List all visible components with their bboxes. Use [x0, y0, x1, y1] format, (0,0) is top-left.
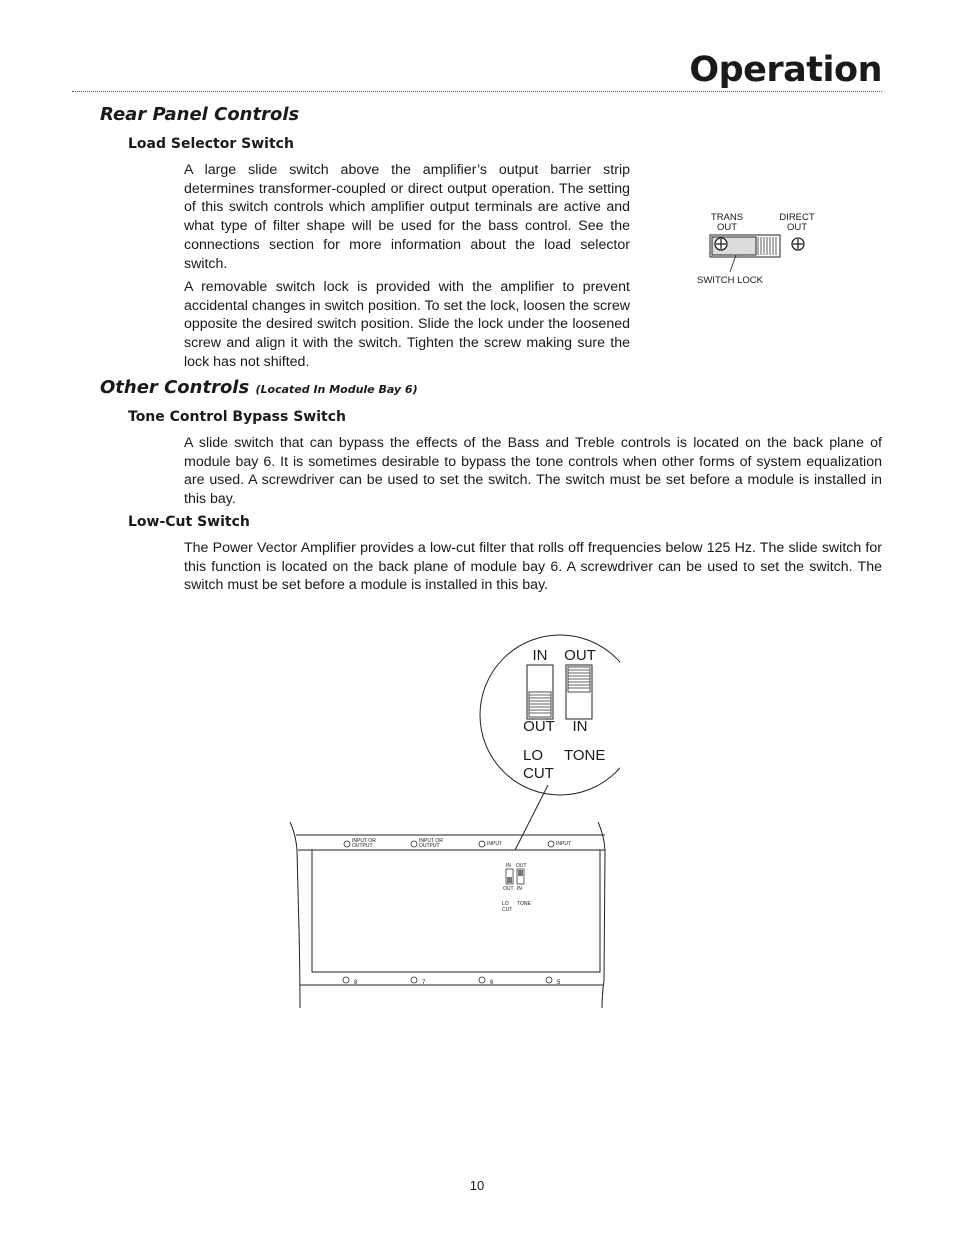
load-selector-heading: Load Selector Switch [128, 136, 294, 152]
trans-screw-icon [715, 238, 727, 250]
svg-text:OUT: OUT [516, 863, 527, 869]
title-divider [72, 91, 882, 92]
load-selector-diagram [690, 208, 830, 290]
svg-text:8: 8 [354, 980, 358, 986]
switch-lock-label: SWITCH LOCK [697, 275, 763, 286]
svg-text:INPUT OR: INPUT OR [352, 838, 376, 844]
zoom-out-bottom-label: OUT [523, 718, 555, 735]
svg-text:IN: IN [506, 863, 511, 869]
switch-ridges [758, 237, 776, 255]
svg-text:OUTPUT: OUTPUT [419, 843, 440, 849]
direct-label-2: OUT [786, 222, 808, 233]
tone-bypass-paragraph: A slide switch that can bypass the effects of the Bass and Treble controls is located on the back plane of module bay 6. It is sometimes desirable to bypass the tone controls when other forms of system equalization are used. A screwdriver can be used to set the switch. The switch must be set before a module is installed in this bay. [184, 435, 882, 508]
bay-top-label-8 [344, 838, 376, 849]
low-cut-paragraph: The Power Vector Amplifier provides a low-cut filter that rolls off frequencies below 125 Hz. The slide switch for this function is located on the back plane of module bay 6. A screwdriver can be used to set the switch. The switch must be set before a module is installed in this bay. [184, 540, 882, 594]
svg-text:7: 7 [422, 980, 426, 986]
direct-label-1: DIRECT [779, 212, 815, 223]
tone-bypass-heading: Tone Control Bypass Switch [128, 409, 346, 425]
zoom-cut-label: CUT [523, 765, 554, 782]
other-controls-title: Other Controls [100, 377, 250, 398]
svg-text:INPUT: INPUT [556, 841, 571, 847]
svg-text:OUT: OUT [503, 886, 514, 892]
svg-text:INPUT: INPUT [487, 841, 502, 847]
module-bay-diagram [280, 630, 620, 1015]
bay-top-label-6 [479, 841, 502, 847]
page-title: Operation [689, 50, 882, 90]
load-selector-paragraph-2: A removable switch lock is provided with the amplifier to prevent accidental changes in switch position. To set the lock, loosen the screw opposite the desired switch position. Slide the lock under the loosened screw and align it with the switch. Tighten the screw making sure the lock has not shifted. [184, 279, 630, 370]
other-controls-heading [100, 377, 418, 398]
svg-text:IN: IN [517, 886, 522, 892]
zoom-out-label: OUT [564, 647, 596, 664]
svg-text:TONE: TONE [517, 901, 531, 907]
trans-label-1: TRANS [710, 212, 744, 223]
direct-screw-icon [792, 238, 804, 250]
trans-label-2: OUT [716, 222, 738, 233]
svg-text:5: 5 [557, 980, 561, 986]
zoom-tone-label: TONE [564, 747, 606, 764]
svg-text:LO: LO [502, 901, 509, 907]
low-cut-heading: Low-Cut Switch [128, 514, 250, 530]
bay-top-label-7 [411, 838, 443, 849]
svg-text:6: 6 [490, 980, 494, 986]
svg-text:INPUT OR: INPUT OR [419, 838, 443, 844]
zoom-in-bottom-label: IN [572, 718, 588, 735]
svg-text:CUT: CUT [502, 907, 513, 913]
load-selector-paragraph-1: A large slide switch above the amplifier’s output barrier strip determines transformer-coupled or direct output operation. The setting of this switch controls which amplifier output terminals are active and what type of filter shape will be used for the bass control. See the connections section for more information about the load selector switch. [184, 162, 630, 272]
page-number: 10 [469, 1178, 485, 1193]
bay-top-label-5 [548, 841, 571, 847]
switch-lock-leader [730, 255, 736, 272]
zoom-lo-label: LO [523, 747, 544, 764]
svg-text:OUTPUT: OUTPUT [352, 843, 373, 849]
zoom-in-label: IN [532, 647, 548, 664]
other-controls-subtitle: (Located In Module Bay 6) [255, 383, 418, 396]
rear-panel-heading: Rear Panel Controls [100, 104, 300, 125]
bay-window [312, 850, 600, 972]
